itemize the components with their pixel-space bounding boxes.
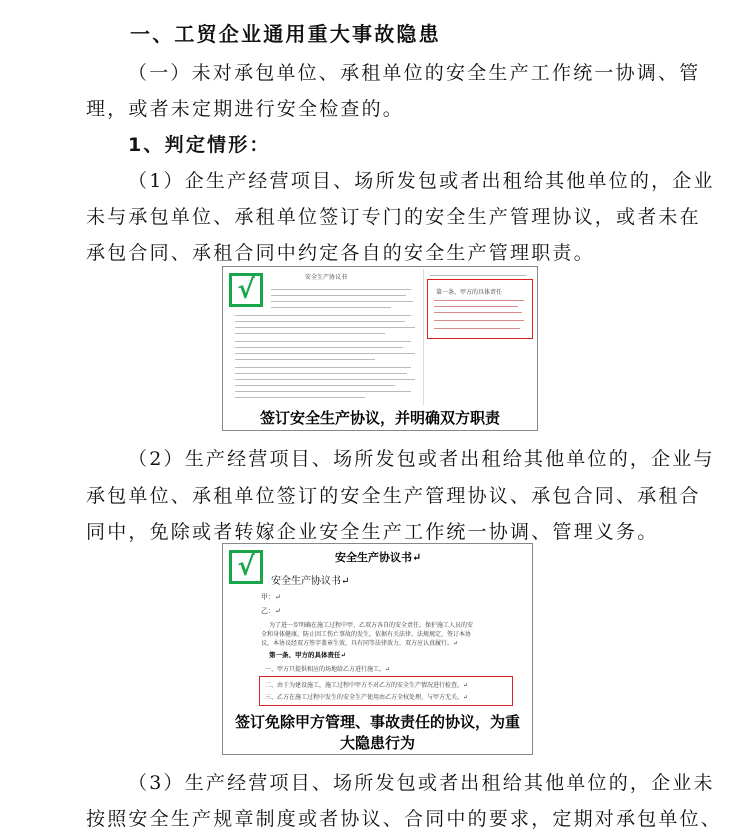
item-1-line-1: （一）未对承包单位、承租单位的安全生产工作统一协调、管 <box>128 62 701 84</box>
figure-2-check-icon: √ <box>229 550 263 584</box>
figure-1-doc-title: 安全生产协议书 <box>305 274 348 281</box>
figure-2-article-1: 第一条、甲方的具体责任↵ <box>269 651 346 659</box>
figure-2-party-b: 乙：↵ <box>261 607 281 615</box>
case-1-line-3: 承包合同、承租合同中约定各自的安全生产管理职责。 <box>86 242 595 264</box>
figure-2-clause-2: 二、由于为建设施工，施工过程中甲方不对乙方的安全生产情况进行检查。↵ <box>265 682 469 689</box>
figure-2-clause-1: 一、甲方只提供相应的场地给乙方进行施工。↵ <box>265 666 391 673</box>
figure-2-caption-line-2: 大隐患行为 <box>339 734 415 752</box>
case-3-line-1: （3）生产经营项目、场所发包或者出租给其他单位的，企业未 <box>128 772 715 794</box>
section-heading: 一、工贸企业通用重大事故隐患 <box>130 22 441 46</box>
figure-2-intro-2: 全和身体健康，防止因工伤亡事故的发生，依据有关法律、法规规定，签订本协 <box>261 631 472 638</box>
figure-2-intro-3: 议，本协议经双方签字盖章生效，具有同等法律效力，双方应认真履行。↵ <box>261 640 459 647</box>
figure-2-subtitle: 安全生产协议书↵ <box>271 576 350 587</box>
judgment-subheading: 1、判定情形： <box>128 134 271 156</box>
figure-2-caption-line-1: 签订免除甲方管理、事故责任的协议，为重 <box>234 713 520 731</box>
figure-1-right-page <box>423 269 536 405</box>
case-1-line-1: （1）企生产经营项目、场所发包或者出租给其他单位的，企业 <box>128 170 715 192</box>
figure-2-agreement-image <box>222 543 533 755</box>
figure-2-doc-title: 安全生产协议书↵ <box>335 551 422 564</box>
case-2-line-3: 同中，免除或者转嫁企业安全生产工作统一协调、管理义务。 <box>86 521 659 543</box>
figure-2-party-a: 甲：↵ <box>261 593 281 601</box>
figure-1-right-section: 第一条、甲方的具体责任 <box>436 289 503 296</box>
figure-1-caption: 签订安全生产协议，并明确双方职责 <box>259 409 500 427</box>
case-1-line-2: 未与承包单位、承租单位签订专门的安全生产管理协议，或者未在 <box>86 206 701 228</box>
figure-1-highlight-box <box>427 279 533 339</box>
figure-1-agreement-image <box>222 266 538 431</box>
figure-2-intro-1: 为了进一步明确在施工过程中甲、乙双方各自的安全责任，保护施工人员的安 <box>269 622 474 629</box>
case-3-line-2: 按照安全生产规章制度或者协议、合同中的要求，定期对承包单位、 <box>86 808 723 830</box>
figure-2-clause-3: 三、乙方在施工过程中发生的安全生产使用由乙方全权处理，与甲方无关。↵ <box>265 694 469 701</box>
item-1-line-2: 理，或者未定期进行安全检查的。 <box>86 98 405 120</box>
figure-1-check-icon: √ <box>229 273 263 307</box>
case-2-line-1: （2）生产经营项目、场所发包或者出租给其他单位的，企业与 <box>128 448 715 470</box>
case-2-line-2: 承包单位、承租单位签订的安全生产管理协议、承包合同、承租合 <box>86 485 701 507</box>
